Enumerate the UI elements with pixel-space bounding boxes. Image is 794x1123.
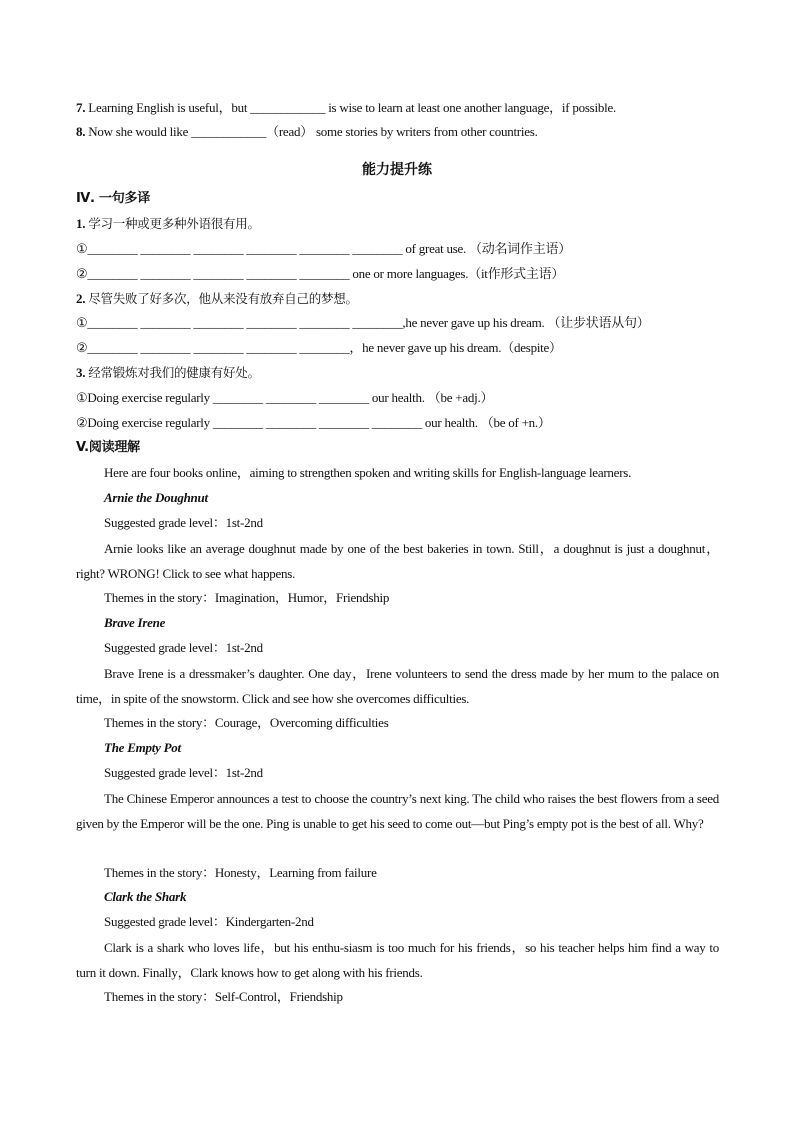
- question-number: 3.: [76, 365, 86, 380]
- book-description: Arnie looks like an average doughnut made by one of the best bakeries in town. Still，a doughnut is just a doughnut，right? WRONG! Click to see what happens.: [76, 541, 719, 581]
- translation-q1: [76, 214, 721, 234]
- question-7: [76, 98, 721, 118]
- book-themes: Themes in the story：Honesty，Learning from failure: [104, 865, 377, 880]
- question-number: 2.: [76, 291, 86, 306]
- question-number: 7.: [76, 100, 86, 115]
- translation-q1-b: ②________ ________ ________ ________ ________ one or more languages.（it作形式主语）: [76, 266, 565, 281]
- book-description: Clark is a shark who loves life，but his enthu-siasm is too much for his friends，so his teacher helps him find a way to turn it down. Finally，Clark knows how to get along with his friends.: [76, 940, 719, 980]
- question-text: Learning English is useful，but ____________ is wise to learn at least one another language，if possible.: [88, 100, 616, 115]
- book-title: The Empty Pot: [104, 740, 181, 755]
- book-grade: Suggested grade level：1st-2nd: [104, 640, 263, 655]
- translation-q1-a: ①________ ________ ________ ________ ________ ________ of great use. （动名词作主语）: [76, 241, 572, 256]
- question-8: [76, 122, 721, 142]
- reading-intro: Here are four books online，aiming to strengthen spoken and writing skills for English-language learners.: [104, 465, 632, 480]
- translation-q2-a: ①________ ________ ________ ________ ________ ________,he never gave up his dream. （让步状语从句）: [76, 315, 650, 330]
- section-title: 能力提升练: [362, 162, 432, 178]
- translation-q2: [76, 289, 721, 309]
- question-text: Now she would like ____________（read） some stories by writers from other countries.: [88, 124, 538, 139]
- reading-heading: V.阅读理解: [76, 440, 140, 455]
- book-title: Arnie the Doughnut: [104, 490, 208, 505]
- book-title: Brave Irene: [104, 615, 166, 630]
- book-description: Brave Irene is a dressmaker’s daughter. One day，Irene volunteers to send the dress made by her mum to the palace on time，in spite of the snowstorm. Click and see how she overcomes difficulties.: [76, 666, 719, 706]
- book-grade: Suggested grade level：1st-2nd: [104, 765, 263, 780]
- translation-q3-b: ②Doing exercise regularly ________ ________ ________ ________ our health. （be of +n.）: [76, 415, 551, 430]
- question-chinese: 经常锻炼对我们的健康有好处。: [88, 365, 260, 380]
- translation-heading: Ⅳ. 一句多译: [76, 191, 150, 206]
- book-themes: Themes in the story：Self-Control，Friendship: [104, 989, 343, 1004]
- translation-q3-a: ①Doing exercise regularly ________ ________ ________ our health. （be +adj.）: [76, 390, 494, 405]
- question-number: 8.: [76, 124, 86, 139]
- translation-q2-b: ②________ ________ ________ ________ ________，he never gave up his dream.（despite）: [76, 340, 562, 355]
- book-themes: Themes in the story：Imagination，Humor，Friendship: [104, 590, 390, 605]
- question-number: 1.: [76, 216, 86, 231]
- book-grade: Suggested grade level：1st-2nd: [104, 515, 263, 530]
- question-chinese: 学习一种或更多种外语很有用。: [88, 216, 260, 231]
- translation-q3: [76, 363, 721, 383]
- book-grade: Suggested grade level：Kindergarten-2nd: [104, 914, 314, 929]
- question-chinese: 尽管失败了好多次，他从来没有放弃自己的梦想。: [88, 291, 358, 306]
- book-description: The Chinese Emperor announces a test to choose the country’s next king. The child who raises the best flowers from a seed given by the Emperor will be the one. Ping is unable to get his seed to come out—but Ping’s empty pot is the best of all. Why?: [76, 791, 719, 831]
- book-title: Clark the Shark: [104, 889, 187, 904]
- book-themes: Themes in the story：Courage，Overcoming difficulties: [104, 715, 389, 730]
